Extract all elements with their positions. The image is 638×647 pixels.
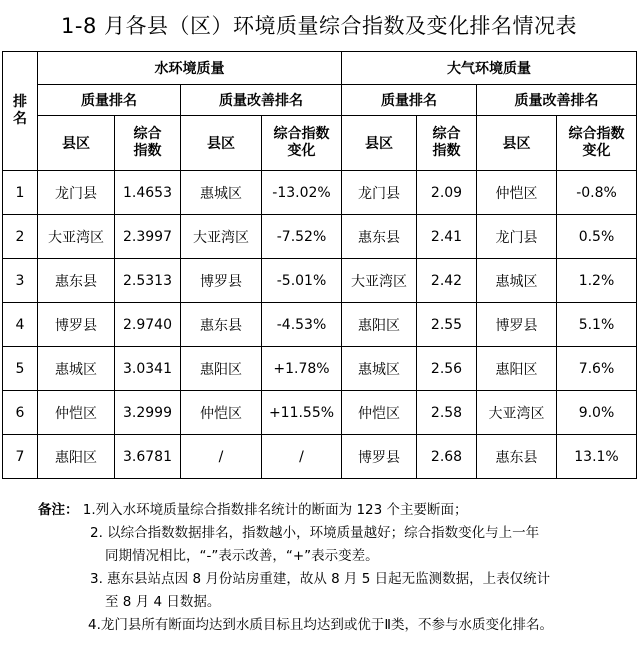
county-cell: 仲恺区: [181, 391, 262, 435]
rank-cell: 7: [3, 435, 38, 479]
index-change-header: 综合指数变化: [557, 116, 637, 171]
rank-cell: 4: [3, 303, 38, 347]
index-cell: 2.9740: [115, 303, 181, 347]
index-cell: 2.41: [417, 215, 477, 259]
county-cell: 大亚湾区: [342, 259, 417, 303]
change-cell: 5.1%: [557, 303, 637, 347]
change-cell: 13.1%: [557, 435, 637, 479]
change-cell: 7.6%: [557, 347, 637, 391]
rank-cell: 5: [3, 347, 38, 391]
county-cell: 惠城区: [342, 347, 417, 391]
table-row: [3, 391, 637, 435]
index-cell: 2.42: [417, 259, 477, 303]
county-cell: 惠东县: [38, 259, 115, 303]
index-cell: 2.55: [417, 303, 477, 347]
index-cell: 3.6781: [115, 435, 181, 479]
air-quality-rank-header: 质量排名: [342, 85, 477, 116]
water-improve-rank-header: 质量改善排名: [181, 85, 342, 116]
county-cell: 惠城区: [477, 259, 557, 303]
county-header: 县区: [181, 116, 262, 171]
county-header: 县区: [38, 116, 115, 171]
change-cell: -13.02%: [262, 171, 342, 215]
county-cell: 惠东县: [477, 435, 557, 479]
table-row: [3, 171, 637, 215]
air-quality-header: 大气环境质量: [342, 52, 637, 85]
county-cell: 博罗县: [38, 303, 115, 347]
index-cell: 2.58: [417, 391, 477, 435]
county-cell: 惠阳区: [477, 347, 557, 391]
change-cell: -4.53%: [262, 303, 342, 347]
county-cell: 仲恺区: [477, 171, 557, 215]
rank-cell: 2: [3, 215, 38, 259]
change-cell: -0.8%: [557, 171, 637, 215]
county-cell: 龙门县: [477, 215, 557, 259]
change-cell: -7.52%: [262, 215, 342, 259]
change-cell: /: [262, 435, 342, 479]
notes-section: [38, 499, 634, 637]
table-row: [3, 347, 637, 391]
note-4: 4.龙门县所有断面均达到水质目标且均达到或优于Ⅱ类，不参与水质变化排名。: [88, 617, 554, 633]
table-row: [3, 215, 637, 259]
notes-label: 备注：: [38, 502, 79, 518]
index-cell: 2.5313: [115, 259, 181, 303]
index-cell: 2.68: [417, 435, 477, 479]
county-cell: 惠城区: [181, 171, 262, 215]
note-3: 3. 惠东县站点因 8 月份站房重建，故从 8 月 5 日起无监测数据，上表仅统计: [90, 571, 551, 587]
county-cell: 博罗县: [477, 303, 557, 347]
county-cell: 惠阳区: [181, 347, 262, 391]
change-cell: 9.0%: [557, 391, 637, 435]
change-cell: 0.5%: [557, 215, 637, 259]
county-cell: 龙门县: [342, 171, 417, 215]
page-title: 1-8 月各县（区）环境质量综合指数及变化排名情况表: [61, 14, 577, 38]
change-cell: +11.55%: [262, 391, 342, 435]
county-cell: 惠城区: [38, 347, 115, 391]
county-cell: 大亚湾区: [38, 215, 115, 259]
rank-cell: 3: [3, 259, 38, 303]
index-cell: 1.4653: [115, 171, 181, 215]
ranking-table: [2, 51, 637, 479]
table-row: [3, 303, 637, 347]
rank-cell: 1: [3, 171, 38, 215]
county-cell: 博罗县: [181, 259, 262, 303]
change-cell: +1.78%: [262, 347, 342, 391]
note-2: 2. 以综合指数数据排名，指数越小，环境质量越好；综合指数变化与上一年: [90, 525, 540, 541]
table-row: [3, 435, 637, 479]
county-cell: 惠东县: [181, 303, 262, 347]
county-cell: 大亚湾区: [181, 215, 262, 259]
index-cell: 2.3997: [115, 215, 181, 259]
county-header: 县区: [342, 116, 417, 171]
index-cell: 3.2999: [115, 391, 181, 435]
county-header: 县区: [477, 116, 557, 171]
county-cell: /: [181, 435, 262, 479]
county-cell: 惠阳区: [342, 303, 417, 347]
county-cell: 博罗县: [342, 435, 417, 479]
index-header: 综合指数: [417, 116, 477, 171]
water-quality-rank-header: 质量排名: [38, 85, 181, 116]
rank-header: 排名: [3, 52, 38, 171]
index-change-header: 综合指数变化: [262, 116, 342, 171]
index-cell: 2.09: [417, 171, 477, 215]
air-improve-rank-header: 质量改善排名: [477, 85, 637, 116]
note-2-cont: 同期情况相比，“-”表示改善，“+”表示变差。: [105, 548, 379, 564]
note-1-text: 1.列入水环境质量综合指数排名统计的断面为 123 个主要断面；: [82, 502, 468, 518]
change-cell: -5.01%: [262, 259, 342, 303]
rank-cell: 6: [3, 391, 38, 435]
index-header: 综合指数: [115, 116, 181, 171]
note-3-cont: 至 8 月 4 日数据。: [105, 594, 221, 610]
county-cell: 仲恺区: [342, 391, 417, 435]
county-cell: 大亚湾区: [477, 391, 557, 435]
water-quality-header: 水环境质量: [38, 52, 342, 85]
table-row: [3, 259, 637, 303]
county-cell: 惠阳区: [38, 435, 115, 479]
change-cell: 1.2%: [557, 259, 637, 303]
note-1: [38, 499, 634, 522]
county-cell: 仲恺区: [38, 391, 115, 435]
county-cell: 惠东县: [342, 215, 417, 259]
county-cell: 龙门县: [38, 171, 115, 215]
index-cell: 2.56: [417, 347, 477, 391]
index-cell: 3.0341: [115, 347, 181, 391]
